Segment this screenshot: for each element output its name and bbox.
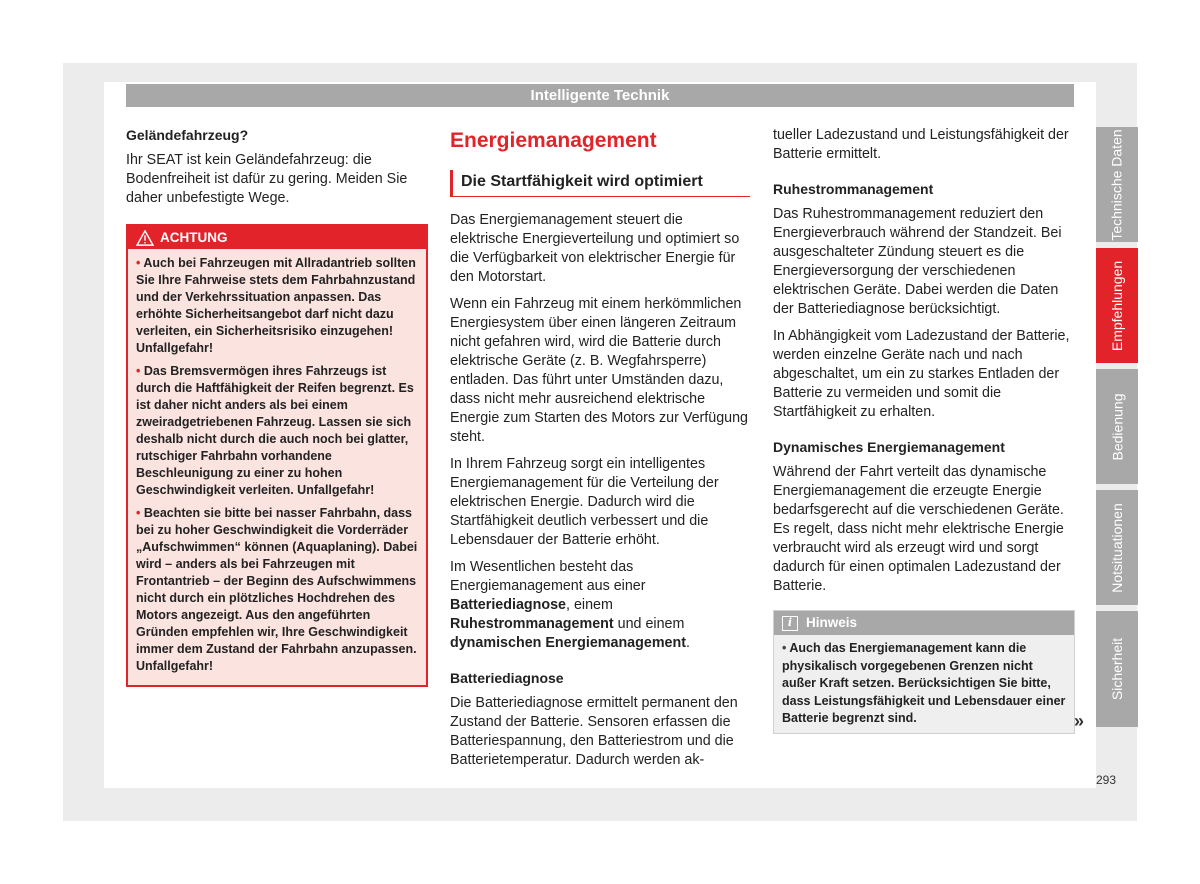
column-right bbox=[773, 126, 1075, 734]
side-tab-bedienung[interactable]: Bedienung bbox=[1096, 369, 1138, 484]
subheading-dynamisches-energiemanagement: Dynamisches Energiemanagement bbox=[773, 439, 1005, 455]
section-heading: Die Startfähigkeit wird optimiert bbox=[450, 170, 750, 197]
subheading-gelaendefahrzeug: Geländefahrzeug? bbox=[126, 127, 249, 143]
paragraph: Die Batteriediagnose ermittelt permanent den Zustand der Batterie. Sensoren erfassen die Batteriespannung, den Batteriestrom und die Batterietemperatur. Dadurch werden ak- bbox=[450, 695, 738, 768]
side-tab-notsituationen[interactable]: Notsituationen bbox=[1096, 490, 1138, 605]
side-tab-empfehlungen[interactable]: Empfehlungen bbox=[1096, 248, 1138, 363]
info-icon: i bbox=[782, 616, 798, 631]
term-dynamisches-energiemanagement: dynamischen Energiemanagement bbox=[450, 635, 686, 651]
column-middle bbox=[450, 126, 750, 778]
bullet-icon: • bbox=[782, 641, 790, 655]
subheading-batteriediagnose: Batteriediagnose bbox=[450, 670, 564, 686]
page-title: Energiemanagement bbox=[450, 129, 657, 152]
paragraph: tueller Ladezustand und Leistungsfähigkeit der Batterie ermittelt. bbox=[773, 127, 1069, 162]
paragraph: Wenn ein Fahrzeug mit einem herkömmlichen Energiesystem über einen längeren Zeitraum nicht gefahren wird, wird die Batterie durch elektrische Geräte (z. B. Wegfahrsperre) entladen. Das führt unter Umständen dazu, dass nicht mehr ausreichend elektrische Energie zum Starten des Motors zur Verfügung steht. bbox=[450, 296, 749, 445]
continue-arrow-icon: » bbox=[1074, 711, 1085, 731]
warning-item: • Das Bremsvermögen ihres Fahrzeugs ist durch die Haftfähigkeit der Reifen begrenzt. Es ist daher nicht anders als bei einem zweiradgetriebenen Fahrzeug. Lassen sie sich deshalb nicht durch die auch noch bei glatter, rutschiger Fahrbahn vorhandene Beschleunigung zu einer zu hohen Geschwindigkeit verleiten. Unfallgefahr! bbox=[136, 364, 414, 497]
bullet-icon: • bbox=[136, 506, 144, 520]
bullet-icon: • bbox=[136, 256, 144, 270]
note-title: Hinweis bbox=[806, 615, 858, 630]
paragraph: In Ihrem Fahrzeug sorgt ein intelligentes Energiemanagement für die Verteilung der elektrischen Energie. Dadurch wird die Startfähigkeit deutlich verbessert und die Lebensdauer der Batterie erhöht. bbox=[450, 456, 719, 548]
paragraph: Während der Fahrt verteilt das dynamische Energiemanagement die erzeugte Energie bedarfsgerecht auf die verschiedenen Geräte. Es regelt, dass nicht mehr elektrische Energie verbraucht wird als erzeugt wird und sorgt dadurch für einen optimalen Ladezustand der Batterie. bbox=[773, 464, 1064, 594]
warning-title: ACHTUNG bbox=[160, 230, 228, 245]
warning-body bbox=[128, 249, 426, 685]
note-box bbox=[773, 610, 1075, 734]
side-tab-sicherheit[interactable]: Sicherheit bbox=[1096, 611, 1138, 727]
side-tab-technische-daten[interactable]: Technische Daten bbox=[1096, 127, 1138, 242]
column-left bbox=[126, 126, 428, 687]
note-body: • Auch das Energiemanagement kann die physikalisch vorgegebenen Grenzen nicht außer Kraft setzen. Berücksichtigen Sie bitte, dass Leistungsfähigkeit und Lebensdauer einer Batterie begrenzt sind. bbox=[782, 641, 1066, 725]
section-header: Intelligente Technik bbox=[126, 84, 1074, 107]
paragraph: Im Wesentlichen besteht das Energiemanagement aus einer Batteriediagnose, einem Ruhestrommanagement und einem dynamischen Energiemanagement. bbox=[450, 559, 690, 651]
warning-title-bar bbox=[128, 226, 426, 249]
warning-item: • Beachten sie bitte bei nasser Fahrbahn, dass bei zu hoher Geschwindigkeit die Vorderräder „Aufschwimmen“ können (Aquaplaning). Dabei wird – anders als bei Fahrzeugen mit Frontantrieb – der Beginn des Aufschwimmens nicht durch ein plötzliches Hochdrehen des Motors angezeigt. Aus den angeführten Gründen empfehlen wir, Ihre Geschwindigkeit immer dem Zustand der Fahrbahn anzupassen. Unfallgefahr! bbox=[136, 506, 418, 673]
warning-triangle-icon bbox=[136, 230, 154, 246]
warning-item: • Auch bei Fahrzeugen mit Allradantrieb sollten Sie Ihre Fahrweise stets dem Fahrbahnzustand und der Verkehrssituation anpassen. Das erhöhte Sicherheitsangebot darf nicht dazu verleiten, ein Sicherheitsrisiko einzugehen! Unfallgefahr! bbox=[136, 256, 416, 355]
paragraph: In Abhängigkeit vom Ladezustand der Batterie, werden einzelne Geräte nach und nach abgeschaltet, um ein zu starkes Entladen der Batterie zu vermeiden und somit die Startfähigkeit zu erhalten. bbox=[773, 328, 1070, 420]
subheading-ruhestrommanagement: Ruhestrommanagement bbox=[773, 181, 934, 197]
term-ruhestrommanagement: Ruhestrommanagement bbox=[450, 616, 614, 632]
paragraph: Das Energiemanagement steuert die elektrische Energieverteilung und optimiert so die Verfügbarkeit von elektrischer Energie für den Motorstart. bbox=[450, 212, 740, 285]
paragraph: Das Ruhestrommanagement reduziert den Energieverbrauch während der Standzeit. Bei ausgeschalteter Zündung steuert es die Energieversorgung der verschiedenen elektrischen Geräte. Dabei werden die Daten der Batteriediagnose berücksichtigt. bbox=[773, 206, 1062, 317]
bullet-icon: • bbox=[136, 364, 144, 378]
term-batteriediagnose: Batteriediagnose bbox=[450, 597, 566, 613]
page-number: 293 bbox=[1096, 773, 1117, 787]
paragraph: Ihr SEAT ist kein Geländefahrzeug: die Bodenfreiheit ist dafür zu gering. Meiden Sie daher unbefestigte Wege. bbox=[126, 152, 408, 206]
note-title-bar bbox=[774, 611, 1074, 635]
warning-box bbox=[126, 224, 428, 687]
